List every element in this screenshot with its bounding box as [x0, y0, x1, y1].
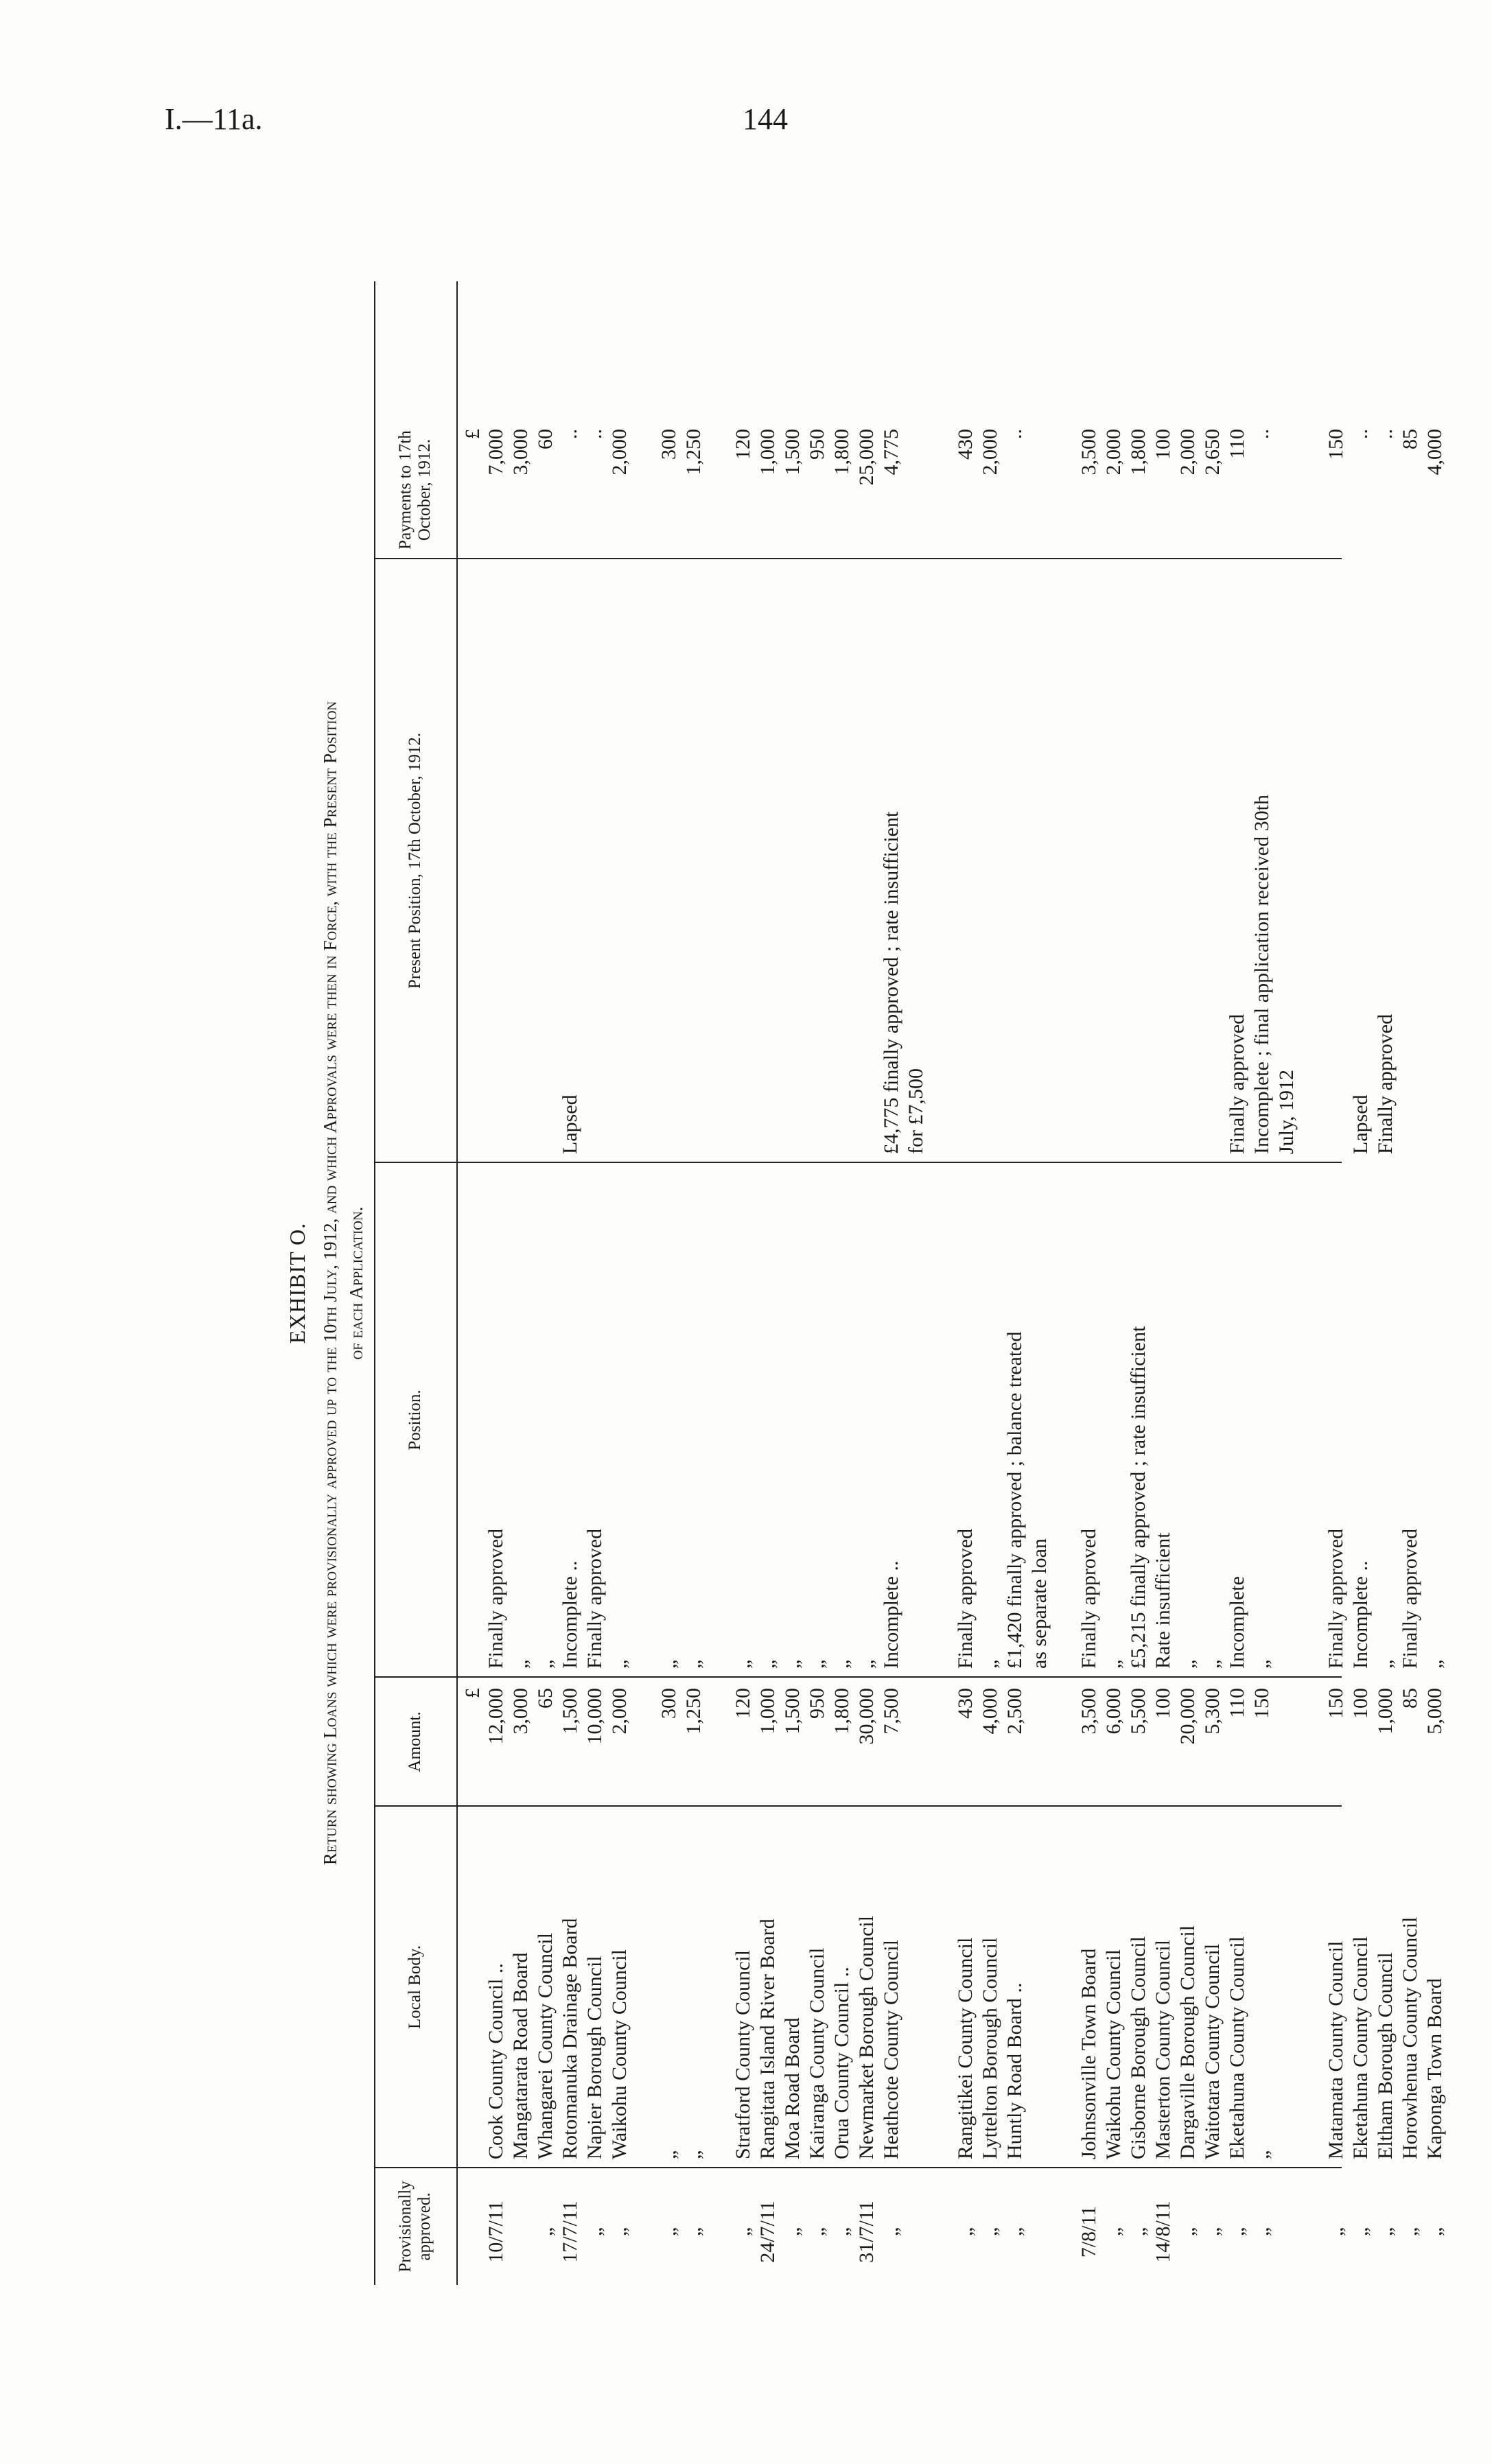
- provisionally-approved-cell: „: [1176, 2227, 1199, 2237]
- table-row: [1274, 281, 1299, 2285]
- table-row: [879, 281, 904, 2285]
- amount-cell: 1,500: [781, 1688, 804, 1735]
- table-row: [1176, 281, 1200, 2285]
- amount-cell: 5,500: [1127, 1688, 1150, 1735]
- position-cell: „: [1102, 1659, 1125, 1669]
- payments-cell: 110: [1226, 429, 1248, 459]
- table-row: [1077, 281, 1101, 2285]
- local-body-cell: Rangitikei County Council: [954, 1937, 977, 2159]
- local-body-cell: Waikohu County Council: [608, 1949, 631, 2159]
- local-body-cell: Rangitata Island River Board: [756, 1919, 779, 2159]
- local-body-cell: Stratford County Council: [732, 1950, 754, 2159]
- position-cell: „: [608, 1659, 631, 1669]
- local-body-cell: Kaponga Town Board: [1423, 1978, 1446, 2159]
- local-body-cell: Horowhenua County Council: [1399, 1916, 1421, 2159]
- provisionally-approved-cell: „: [1201, 2227, 1224, 2237]
- payments-cell: 430: [954, 429, 977, 460]
- header-payments: Payments to 17th October, 1912.: [396, 430, 434, 550]
- table-row: [978, 281, 1003, 2285]
- page-reference: I.—11a.: [165, 102, 263, 136]
- provisionally-approved-cell: „: [1003, 2227, 1026, 2237]
- payments-cell: 150: [1325, 429, 1347, 460]
- table-row: [904, 281, 929, 2285]
- position-cell: as separate loan: [1028, 1538, 1051, 1669]
- provisionally-approved-cell: 17/7/11: [559, 2201, 581, 2263]
- present-position-cell: Lapsed: [1349, 1094, 1372, 1154]
- position-cell: Incomplete ..: [559, 1560, 581, 1669]
- amount-cell: 2,500: [1003, 1688, 1026, 1735]
- amount-cell: 120: [732, 1688, 754, 1719]
- position-cell: Rate insufficient: [1152, 1532, 1174, 1669]
- position-cell: „: [830, 1659, 853, 1669]
- amount-cell: 1,500: [559, 1688, 581, 1735]
- payments-cell: 1,250: [682, 429, 705, 476]
- position-cell: „: [1176, 1659, 1199, 1669]
- position-cell: Incomplete: [1226, 1576, 1248, 1669]
- table-row: [953, 281, 978, 2285]
- position-cell: Incomplete ..: [1349, 1560, 1372, 1669]
- local-body-cell: Kairanga County Council: [806, 1947, 828, 2159]
- present-position-cell: Finally approved: [1374, 1013, 1397, 1154]
- table-row: [1225, 281, 1250, 2285]
- present-position-cell: Finally approved: [1226, 1013, 1248, 1154]
- table-row: [1423, 281, 1447, 2285]
- payments-cell: 1,500: [781, 429, 804, 476]
- amount-cell: 150: [1250, 1688, 1273, 1719]
- local-body-cell: Mangatarata Road Board: [509, 1952, 532, 2159]
- payments-cell: 25,000: [855, 429, 878, 486]
- table-row: [558, 281, 583, 2285]
- provisionally-approved-cell: „: [880, 2227, 902, 2237]
- payments-cell: 2,650: [1201, 429, 1224, 476]
- provisionally-approved-cell: „: [534, 2227, 557, 2237]
- payments-currency-symbol: £: [461, 429, 484, 439]
- local-body-cell: Cook County Council ..: [485, 1963, 507, 2159]
- position-cell: £1,420 finally approved ; balance treated: [1003, 1331, 1026, 1669]
- payments-cell: 3,000: [509, 429, 532, 476]
- header-position: Position.: [406, 1389, 424, 1451]
- table-row: [1151, 281, 1176, 2285]
- position-cell: „: [1423, 1659, 1446, 1669]
- position-cell: Finally approved: [583, 1528, 606, 1669]
- local-body-cell: Eltham Borough Council: [1374, 1952, 1397, 2159]
- provisionally-approved-cell: „: [682, 2227, 705, 2237]
- provisionally-approved-cell: „: [830, 2227, 853, 2237]
- local-body-cell: Newmarket Borough Council: [855, 1916, 878, 2159]
- position-cell: Finally approved: [954, 1528, 977, 1669]
- amount-cell: 7,500: [880, 1688, 902, 1735]
- amount-cell: 4,000: [979, 1688, 1001, 1735]
- return-title: [317, 281, 369, 2285]
- amount-cell: 30,000: [855, 1688, 878, 1745]
- amount-cell: 10,000: [583, 1688, 606, 1745]
- table-row: [1126, 281, 1151, 2285]
- payments-cell: ..: [559, 429, 581, 439]
- local-body-cell: „: [682, 2150, 705, 2159]
- payments-cell: 2,000: [1176, 429, 1199, 476]
- header-present-position: Present Position, 17th October, 1912.: [406, 732, 424, 989]
- header-amount: Amount.: [406, 1711, 424, 1772]
- position-cell: „: [979, 1659, 1001, 1669]
- table-row: [1373, 281, 1398, 2285]
- local-body-cell: Lyttelton Borough Council: [979, 1937, 1001, 2159]
- table-row: [805, 281, 830, 2285]
- exhibit-heading: EXHIBIT O.: [285, 1222, 310, 1344]
- position-cell: Finally approved: [1077, 1528, 1100, 1669]
- local-body-cell: Huntly Road Board ..: [1003, 1982, 1026, 2159]
- payments-cell: 120: [732, 429, 754, 460]
- payments-cell: ..: [583, 429, 606, 439]
- present-position-cell: Incomplete ; final application received 30th: [1250, 795, 1273, 1154]
- payments-cell: ..: [1250, 429, 1273, 439]
- amount-cell: 1,000: [1374, 1688, 1397, 1735]
- amount-cell: 3,500: [1077, 1688, 1100, 1735]
- payments-cell: 950: [806, 429, 828, 460]
- table-row: [583, 281, 607, 2285]
- provisionally-approved-cell: 14/8/11: [1152, 2201, 1174, 2263]
- position-cell: „: [756, 1659, 779, 1669]
- rotated-page-content: [275, 192, 1446, 2285]
- local-body-cell: Johnsonville Town Board: [1077, 1948, 1100, 2159]
- local-body-cell: „: [1250, 2150, 1273, 2159]
- provisionally-approved-cell: „: [1423, 2227, 1446, 2237]
- position-cell: Finally approved: [1399, 1528, 1421, 1669]
- table-row: [607, 281, 632, 2285]
- payments-cell: 4,000: [1423, 429, 1446, 476]
- payments-cell: 85: [1399, 429, 1421, 449]
- amount-cell: 100: [1349, 1688, 1372, 1719]
- provisionally-approved-cell: „: [583, 2227, 606, 2237]
- local-body-cell: Eketahuna County Council: [1226, 1936, 1248, 2159]
- payments-cell: 2,000: [979, 429, 1001, 476]
- amount-cell: 1,250: [682, 1688, 705, 1735]
- table-row: [533, 281, 558, 2285]
- table-row: [1349, 281, 1373, 2285]
- amount-cell: 2,000: [608, 1688, 631, 1735]
- table-row: [830, 281, 854, 2285]
- local-body-cell: Gisborne Borough Council: [1127, 1936, 1150, 2159]
- amount-cell: 1,000: [756, 1688, 779, 1735]
- local-body-cell: Masterton County Council: [1152, 1940, 1174, 2159]
- payments-cell: 1,800: [1127, 429, 1150, 476]
- local-body-cell: Orua County Council ..: [830, 1967, 853, 2159]
- provisionally-approved-cell: „: [1127, 2227, 1150, 2237]
- amount-cell: 100: [1152, 1688, 1174, 1719]
- page-number: 144: [743, 102, 788, 136]
- provisionally-approved-cell: „: [732, 2227, 754, 2237]
- position-cell: Finally approved: [1325, 1528, 1347, 1669]
- position-cell: „: [1250, 1659, 1273, 1669]
- provisionally-approved-cell: „: [1250, 2227, 1273, 2237]
- position-cell: „: [1201, 1659, 1224, 1669]
- table-row: [657, 281, 681, 2285]
- table-row: [509, 281, 533, 2285]
- provisionally-approved-cell: „: [781, 2227, 804, 2237]
- amount-cell: 65: [534, 1688, 557, 1709]
- local-body-cell: Napier Borough Council: [583, 1956, 606, 2159]
- amount-cell: 6,000: [1102, 1688, 1125, 1735]
- position-cell: „: [534, 1659, 557, 1669]
- local-body-cell: Waitotara County Council: [1201, 1943, 1224, 2159]
- amount-cell: 300: [657, 1688, 680, 1719]
- position-cell: Finally approved: [485, 1528, 507, 1669]
- header-bottom-rule: [456, 281, 458, 2285]
- table-row: [681, 281, 706, 2285]
- amount-cell: 1,800: [830, 1688, 853, 1735]
- payments-cell: 2,000: [1102, 429, 1125, 476]
- amount-cell: 430: [954, 1688, 977, 1719]
- payments-cell: ..: [1374, 429, 1397, 439]
- payments-cell: 3,500: [1077, 429, 1100, 476]
- present-position-cell: Lapsed: [559, 1094, 581, 1154]
- payments-cell: 100: [1152, 429, 1174, 460]
- amount-cell: 85: [1399, 1688, 1421, 1709]
- amount-cell: 110: [1226, 1688, 1248, 1718]
- table-row: [756, 281, 780, 2285]
- local-body-cell: Rotomanuka Drainage Board: [559, 1918, 581, 2159]
- provisionally-approved-cell: „: [806, 2227, 828, 2237]
- table-row: [1200, 281, 1225, 2285]
- provisionally-approved-cell: „: [1102, 2227, 1125, 2237]
- provisionally-approved-cell: „: [657, 2227, 680, 2237]
- amount-cell: 950: [806, 1688, 828, 1719]
- return-title-line-1: Return showing Loans which were provisionally approved up to the 10th July, 1912, and which Approvals were then in Force, with the Present Position: [320, 701, 340, 1866]
- payments-cell: 1,800: [830, 429, 853, 476]
- position-cell: „: [781, 1659, 804, 1669]
- position-cell: „: [509, 1659, 532, 1669]
- local-body-cell: Matamata County Council: [1325, 1940, 1347, 2159]
- local-body-cell: Heathcote County Council: [880, 1940, 902, 2159]
- position-cell: „: [657, 1659, 680, 1669]
- position-cell: „: [806, 1659, 828, 1669]
- provisionally-approved-cell: „: [1374, 2227, 1397, 2237]
- payments-cell: 7,000: [485, 429, 507, 476]
- provisionally-approved-cell: „: [1349, 2227, 1372, 2237]
- payments-cell: ..: [1349, 429, 1372, 439]
- local-body-cell: Waikohu County Council: [1102, 1949, 1125, 2159]
- payments-cell: 60: [534, 429, 557, 449]
- table-row: [1101, 281, 1126, 2285]
- provisionally-approved-cell: „: [979, 2227, 1001, 2237]
- provisionally-approved-cell: „: [1399, 2227, 1421, 2237]
- position-cell: Incomplete ..: [880, 1560, 902, 1669]
- present-position-cell: for £7,500: [905, 1068, 927, 1154]
- local-body-cell: Moa Road Board: [781, 2017, 804, 2159]
- present-position-cell: July, 1912: [1275, 1069, 1298, 1154]
- provisionally-approved-cell: 7/8/11: [1077, 2205, 1100, 2258]
- payments-cell: 4,775: [880, 429, 902, 476]
- position-cell: „: [1374, 1659, 1397, 1669]
- payments-cell: 2,000: [608, 429, 631, 476]
- header-provisionally-approved: Provisionally approved.: [396, 2181, 434, 2273]
- table-row: [1027, 281, 1052, 2285]
- return-title-line-2: of each Application.: [346, 1206, 366, 1360]
- local-body-cell: Eketahuna County Council: [1349, 1936, 1372, 2159]
- payments-cell: 300: [657, 429, 680, 460]
- amount-cell: 150: [1325, 1688, 1347, 1719]
- provisionally-approved-cell: „: [1325, 2227, 1347, 2237]
- amount-cell: 3,000: [509, 1688, 532, 1735]
- table-row: [484, 281, 509, 2285]
- table-row: [1324, 281, 1349, 2285]
- position-cell: „: [855, 1659, 878, 1669]
- table-row: [1003, 281, 1027, 2285]
- provisionally-approved-cell: „: [954, 2227, 977, 2237]
- provisionally-approved-cell: „: [608, 2227, 631, 2237]
- local-body-cell: Whangarei County Council: [534, 1933, 557, 2159]
- amount-cell: 5,300: [1201, 1688, 1224, 1735]
- payments-cell: 1,000: [756, 429, 779, 476]
- local-body-cell: Dargaville Borough Council: [1176, 1925, 1199, 2159]
- payments-cell: ..: [1003, 429, 1026, 439]
- provisionally-approved-cell: 31/7/11: [855, 2201, 878, 2263]
- position-cell: „: [682, 1659, 705, 1669]
- amount-cell: 20,000: [1176, 1688, 1199, 1745]
- loans-table: [374, 281, 1446, 2285]
- table-row: [854, 281, 879, 2285]
- local-body-cell: „: [657, 2150, 680, 2159]
- provisionally-approved-cell: „: [1226, 2227, 1248, 2237]
- table-row: [731, 281, 756, 2285]
- currency-row: [461, 281, 485, 2285]
- present-position-cell: £4,775 finally approved ; rate insufficient: [880, 811, 902, 1154]
- table-row: [1398, 281, 1423, 2285]
- table-row: [1250, 281, 1274, 2285]
- table-row: [780, 281, 805, 2285]
- position-cell: „: [732, 1659, 754, 1669]
- provisionally-approved-cell: 24/7/11: [756, 2201, 779, 2263]
- position-cell: £5,215 finally approved ; rate insufficient: [1127, 1326, 1150, 1669]
- amount-cell: 5,000: [1423, 1688, 1446, 1735]
- amount-cell: 12,000: [485, 1688, 507, 1745]
- amount-currency-symbol: £: [461, 1688, 484, 1698]
- header-local-body: Local Body.: [406, 1945, 424, 2029]
- provisionally-approved-cell: 10/7/11: [485, 2201, 507, 2263]
